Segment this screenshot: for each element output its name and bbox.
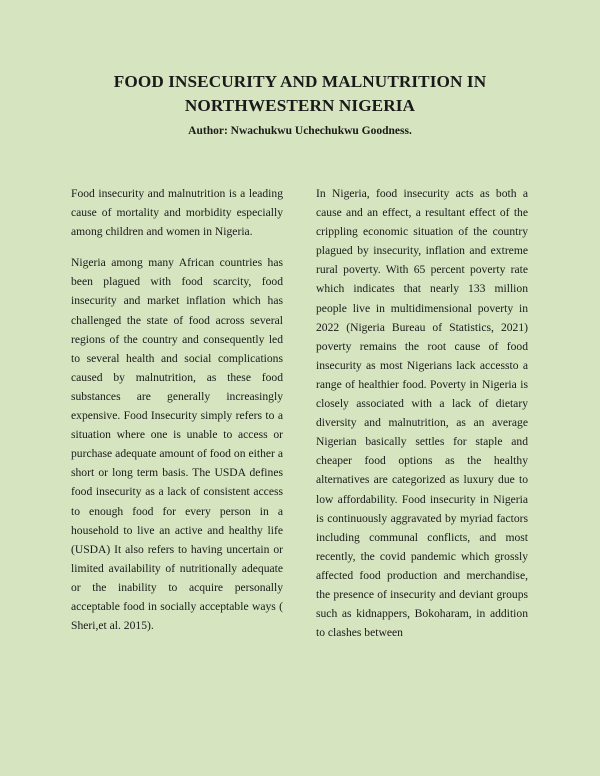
body-paragraph: In Nigeria, food insecurity acts as both a cause and an effect, a resultant effect of the crippling economic situation of the country plagued by insecurity, inflation and extreme rural poverty. With 65 percent poverty rate which indicates that nearly 133 million people live in multidimensional poverty in 2022 (Nigeria Bureau of Statistics, 2021) poverty remains the root cause of food insecurity as most Nigerians lack accessto a range of healthier food. Poverty in Nigeria is closely associated with a lack of dietary diversity and malnutrition, as an average Nigerian basically settles for staple and cheaper food options as the healthy alternatives are categorized as luxury due to low affordability. Food insecurity in Nigeria is continuously aggravated by myriad factors including communal conflicts, and most recently, the covid pandemic which grossly affected food production and merchandise, the presence of insecurity and deviant groups such as kidnappers, Bokoharam, in addition to clashes between	[316, 187, 528, 640]
title-line-1: FOOD INSECURITY AND MALNUTRITION IN	[113, 72, 487, 91]
left-column	[71, 184, 283, 647]
body-paragraph: Food insecurity and malnutrition is a leading cause of mortality and morbidity especially among children and women in Nigeria.	[71, 187, 283, 239]
document-title	[40, 70, 560, 118]
title-line-2: NORTHWESTERN NIGERIA	[184, 96, 416, 115]
author-line: Author: Nwachukwu Uchechukwu Goodness.	[188, 125, 412, 137]
body-paragraph: Nigeria among many African countries has been plagued with food scarcity, food insecurity and market inflation which has challenged the state of food across several regions of the country and consequently led to several health and social complications caused by malnutrition, as these food substances are generally increasingly expensive. Food Insecurity simply refers to a situation where one is unable to access or purchase adequate amount of food on either a short or long term basis. The USDA defines food insecurity as a lack of consistent access to enough food for every person in a household to live an active and healthy life (USDA) It also refers to having uncertain or limited availability of nutritionally adequate or the inability to acquire personally acceptable food in socially acceptable ways ( Sheri,et al. 2015).	[71, 256, 283, 633]
right-column	[316, 184, 528, 654]
